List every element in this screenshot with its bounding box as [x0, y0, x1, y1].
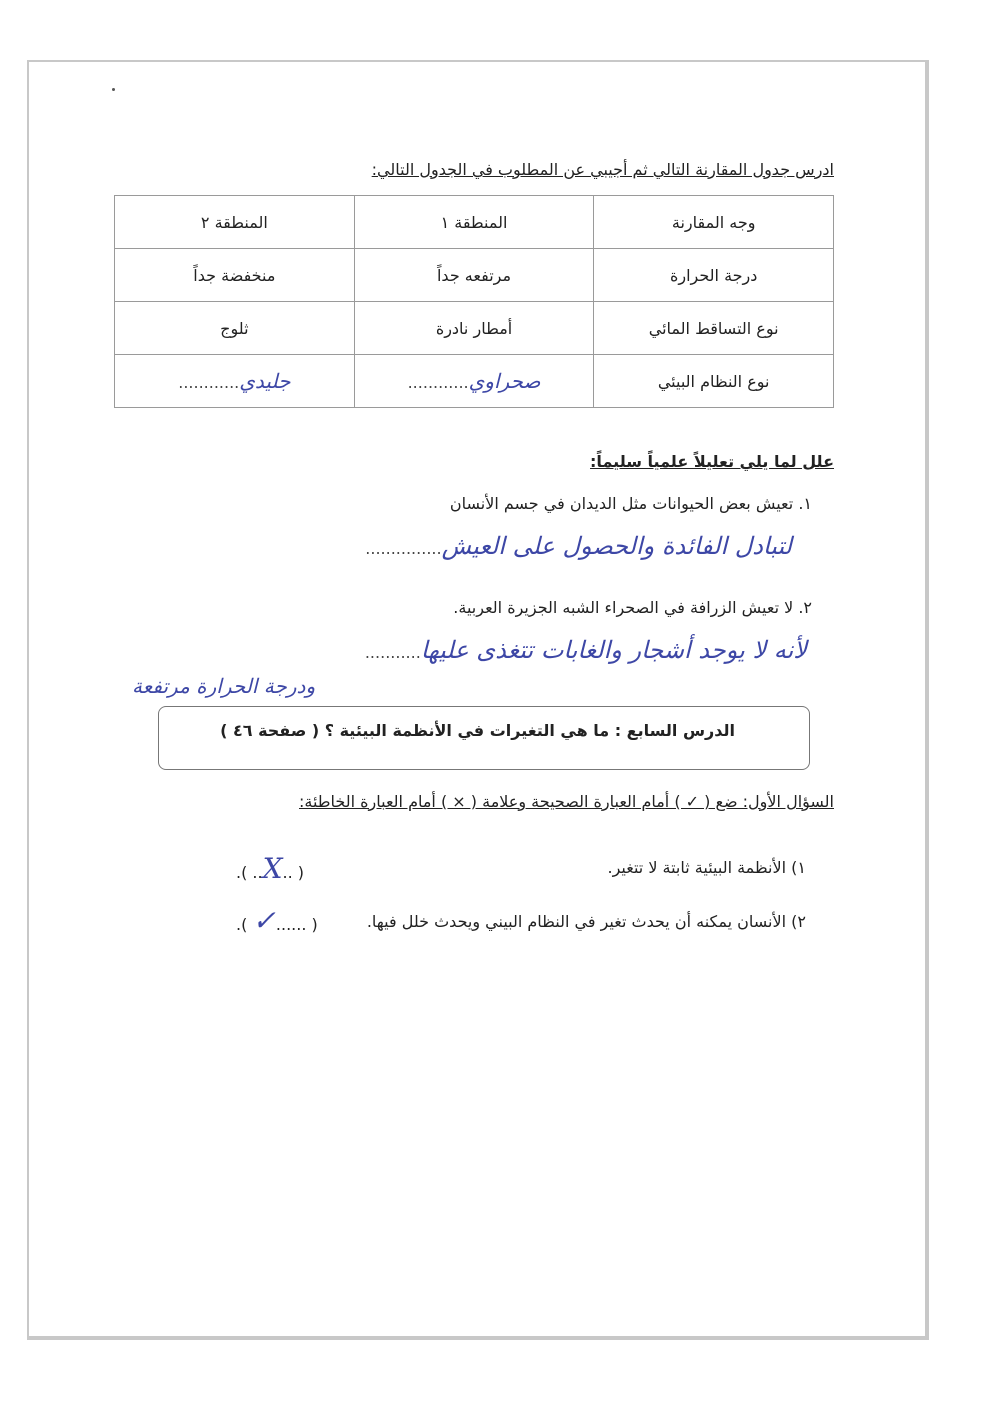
answer-1-line	[365, 532, 792, 560]
table-row	[115, 302, 834, 355]
comparison-table	[114, 195, 834, 408]
header-cell: المنطقة ٢	[115, 196, 355, 249]
answer-dots: ............	[178, 373, 240, 392]
table-instruction: ادرس جدول المقارنة التالي ثم أجيبي عن المطلوب في الجدول التالي:	[371, 160, 834, 179]
table-cell: أمطار نادرة	[354, 302, 594, 355]
answer-dots: ............	[407, 373, 469, 392]
answer-dots: ...........	[364, 643, 421, 662]
handwritten-answer: لأنه لا يوجد أشجار والغابات تتغذى عليها	[420, 636, 807, 664]
lesson-title: الدرس السابع : ما هي التغيرات في الأنظمة البيئية ؟ ( صفحة ٤٦ )	[220, 721, 735, 740]
answer-mark-1: .( ..X.. )	[236, 852, 305, 885]
table-cell: ثلوج	[115, 302, 355, 355]
handwritten-answer: جليدي	[239, 369, 291, 393]
stray-dot	[112, 88, 115, 91]
answer-dots: ...............	[365, 539, 442, 558]
question-1: ١. تعيش بعض الحيوانات مثل الديدان في جسم الأنسان	[449, 494, 812, 513]
statement-2: ٢) الأنسان يمكنه أن يحدث تغير في النظام البيني ويحدث خلل فيها.	[366, 912, 806, 931]
answer-2-line	[365, 636, 807, 664]
handwritten-answer-cell	[354, 355, 594, 408]
handwritten-answer-continuation: ودرجة الحرارة مرتفعة	[132, 674, 316, 698]
table-cell: درجة الحرارة	[594, 249, 834, 302]
lesson-box	[158, 706, 810, 770]
table-cell: منخفضة جداً	[115, 249, 355, 302]
table-cell: نوع النظام البيئي	[594, 355, 834, 408]
table-header-row	[115, 196, 834, 249]
handwritten-answer: صحراوي	[468, 369, 541, 393]
table-row	[115, 249, 834, 302]
answer-mark-2: .( ✓...... )	[236, 904, 318, 937]
header-cell: وجه المقارنة	[594, 196, 834, 249]
handwritten-answer: لتبادل الفائدة والحصول على العيش	[441, 532, 792, 560]
check-mark: ✓	[252, 904, 276, 937]
table-cell: نوع التساقط المائي	[594, 302, 834, 355]
explain-title: علل لما يلي تعليلاً علمياً سليماً:	[590, 452, 834, 471]
cross-mark: X	[262, 852, 283, 885]
table-row	[115, 355, 834, 408]
question-instruction: السؤال الأول: ضع ( ✓ ) أمام العبارة الصحيحة وعلامة ( × ) أمام العبارة الخاطئة:	[299, 792, 834, 811]
question-2: ٢. لا تعيش الزرافة في الصحراء الشبه الجزيرة العربية.	[453, 598, 812, 617]
handwritten-answer-cell	[115, 355, 355, 408]
table-cell: مرتفعه جداً	[354, 249, 594, 302]
statement-1: ١) الأنظمة البيئية ثابتة لا تتغير.	[607, 858, 806, 877]
header-cell: المنطقة ١	[354, 196, 594, 249]
